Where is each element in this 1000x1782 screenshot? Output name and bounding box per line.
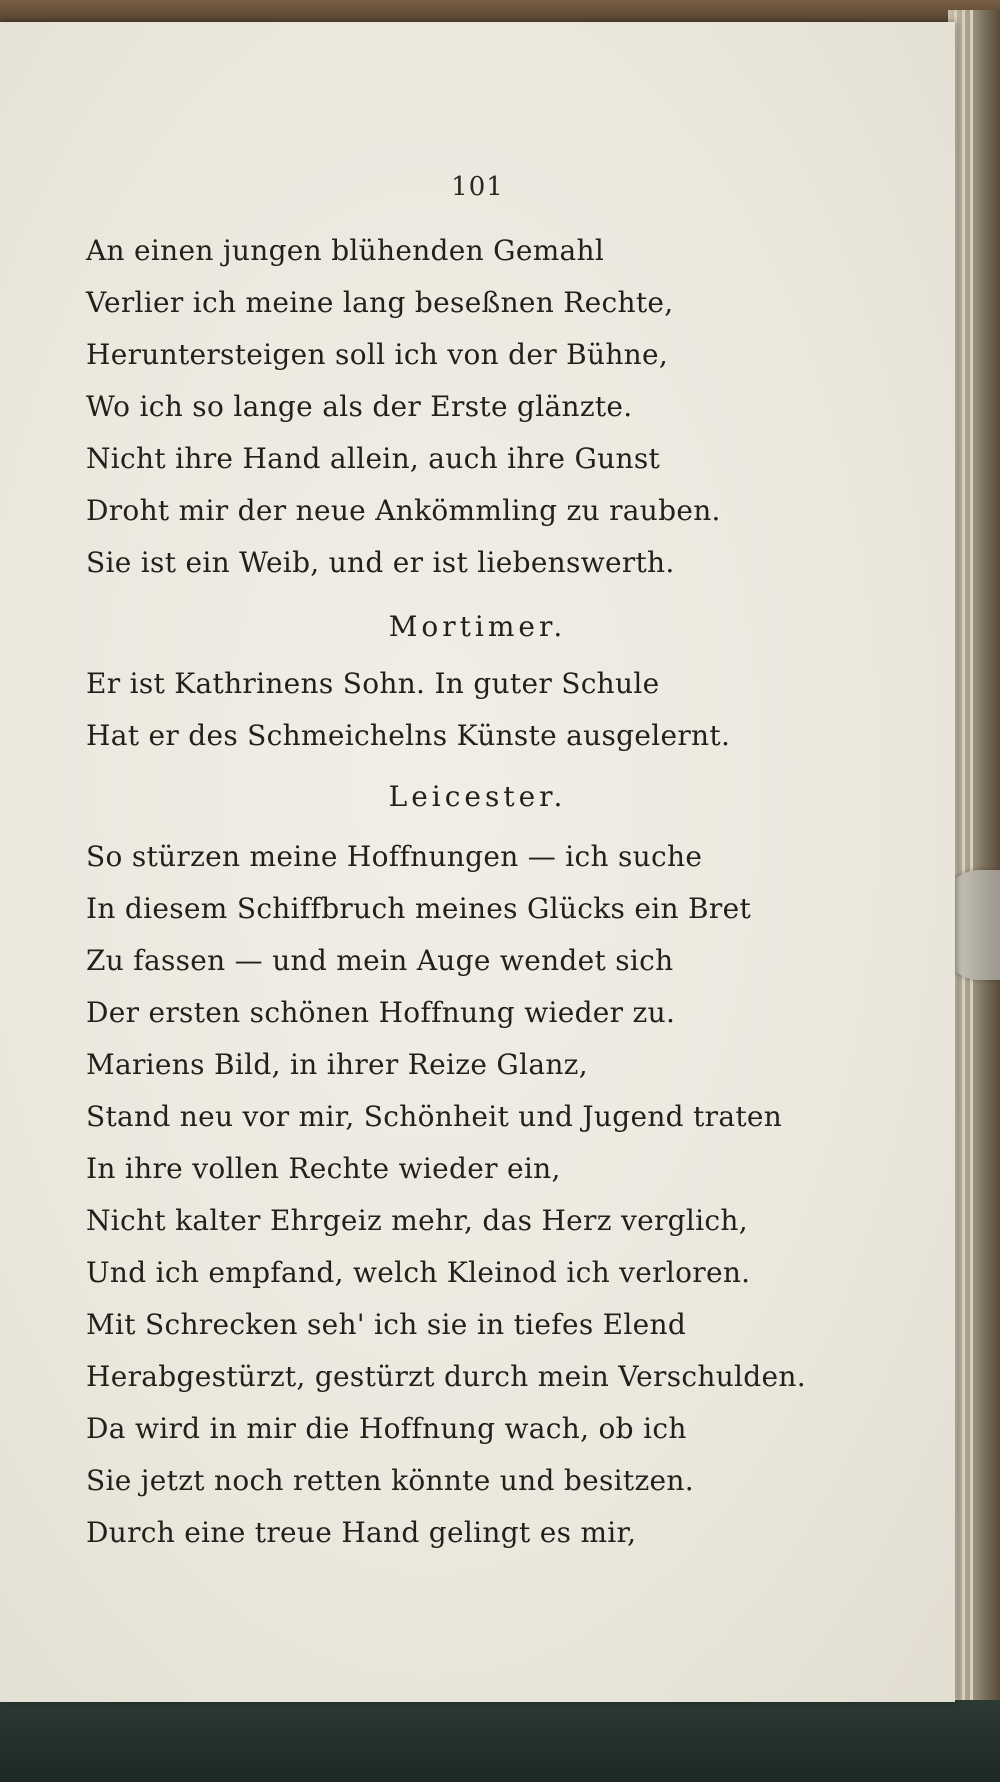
- verse-line: In diesem Schiffbruch meines Glücks ein Bret: [86, 892, 752, 925]
- verse-line: In ihre vollen Rechte wieder ein,: [86, 1152, 561, 1185]
- verse-line: Hat er des Schmeichelns Künste ausgelernt.: [86, 719, 731, 752]
- verse-line: Nicht ihre Hand allein, auch ihre Gunst: [86, 442, 661, 475]
- speaker-name: Leicester.: [388, 780, 567, 813]
- page-stack-edge: [948, 10, 1000, 1710]
- verse-line: So stürzen meine Hoffnungen — ich suche: [86, 840, 703, 873]
- verse-line: Herabgestürzt, gestürzt durch mein Verschulden.: [86, 1360, 806, 1393]
- verse-line: Und ich empfand, welch Kleinod ich verloren.: [86, 1256, 751, 1289]
- verse-line: Er ist Kathrinens Sohn. In guter Schule: [86, 667, 660, 700]
- verse-line: Mariens Bild, in ihrer Reize Glanz,: [86, 1048, 588, 1081]
- book-page: [0, 22, 955, 1702]
- verse-line: Mit Schrecken seh' ich sie in tiefes Elend: [86, 1308, 687, 1341]
- background-surface: [0, 1700, 1000, 1782]
- verse-line: Nicht kalter Ehrgeiz mehr, das Herz verglich,: [86, 1204, 748, 1237]
- verse-line: Sie ist ein Weib, und er ist liebenswerth.: [86, 546, 675, 579]
- speaker-name: Mortimer.: [388, 610, 567, 643]
- verse-line: An einen jungen blühenden Gemahl: [86, 234, 605, 267]
- verse-line: Wo ich so lange als der Erste glänzte.: [86, 390, 633, 423]
- verse-line: Stand neu vor mir, Schönheit und Jugend traten: [86, 1100, 783, 1133]
- verse-line: Droht mir der neue Ankömmling zu rauben.: [86, 494, 721, 527]
- page-number: 101: [451, 172, 504, 202]
- verse-line: Der ersten schönen Hoffnung wieder zu.: [86, 996, 676, 1029]
- verse-line: Verlier ich meine lang beseßnen Rechte,: [86, 286, 674, 319]
- verse-line: Heruntersteigen soll ich von der Bühne,: [86, 338, 669, 371]
- verse-line: Zu fassen — und mein Auge wendet sich: [86, 944, 674, 977]
- verse-line: Da wird in mir die Hoffnung wach, ob ich: [86, 1412, 687, 1445]
- verse-line: Sie jetzt noch retten könnte und besitzen.: [86, 1464, 694, 1497]
- verse-line: Durch eine treue Hand gelingt es mir,: [86, 1516, 637, 1549]
